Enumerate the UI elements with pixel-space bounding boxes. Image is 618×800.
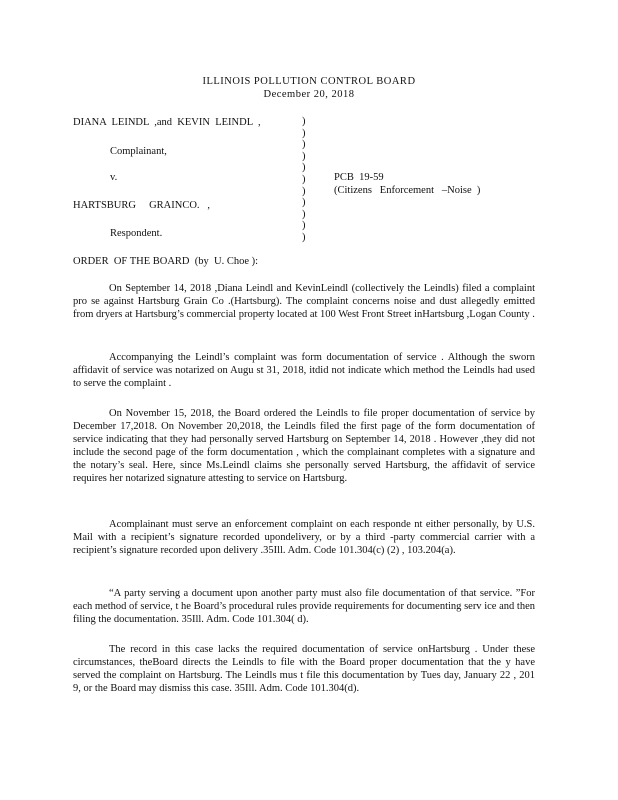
paragraph-5: [73, 587, 535, 626]
caption-paren: ): [302, 150, 306, 162]
order-date: December 20, 2018: [263, 89, 355, 100]
respondent-role: Respondent.: [110, 228, 163, 239]
caption-paren: ): [302, 127, 306, 139]
paragraph-3: [73, 407, 535, 485]
caption-paren: ): [302, 197, 306, 209]
complainant-role: Complainant,: [110, 146, 167, 157]
paragraph-text: “A party serving a document upon another party must also file documentation of that service. ”For each method of service, t he Board’s procedural rules provide requirements for documenting serv ice and then filing the documentation. 35Ill. Adm. Code 101.304( d).: [73, 588, 535, 625]
caption-paren: ): [302, 220, 306, 232]
petitioners-name: DIANA LEINDL ,and KEVIN LEINDL ,: [73, 117, 261, 128]
caption-paren: ): [302, 208, 306, 220]
caption-paren: ): [302, 185, 306, 197]
paragraph-text: Accompanying the Leindl’s complaint was form documentation of service . Although the sworn affidavit of service was notarized on Augu st 31, 2018, itdid not indicate which method the Leindls had used to serve the complaint .: [73, 352, 535, 389]
respondent-name: HARTSBURG GRAINCO. ,: [73, 200, 211, 211]
paragraph-text: Acomplainant must serve an enforcement complaint on each responde nt either personally, by U.S. Mail with a recipient’s signature recorded upondelivery, or by a third -party commercial carrier with a recipient’s signature recorded upon delivery .35Ill. Adm. Code 101.304(c) (2) , 103.204(a).: [73, 519, 535, 556]
agency-title: ILLINOIS POLLUTION CONTROL BOARD: [202, 76, 416, 87]
paragraph-text: On November 15, 2018, the Board ordered the Leindls to file proper documentation of service by December 17,2018. On November 20,2018, the Leindls filed the first page of the form documentation of service indicating that they had personally served Hartsburg on September 14, 2018 . However ,they did not include the second page of the form documentation , which the complainant completes with a signature and the notary’s seal. Here, since Ms.Leindl claims she personally served Hartsburg, the affidavit of service requires her notarized signature attesting to service on Hartsburg.: [73, 408, 535, 484]
caption-parentheses: [302, 116, 310, 244]
caption-paren: ): [302, 162, 306, 174]
caption-paren: ): [302, 116, 306, 127]
versus-label: v.: [110, 172, 118, 183]
caption-paren: ): [302, 231, 306, 243]
paragraph-2: [73, 351, 535, 390]
order-heading: ORDER OF THE BOARD (by U. Choe ):: [73, 256, 259, 267]
paragraph-text: The record in this case lacks the required documentation of service onHartsburg . Under these circumstances, theBoard directs the Leindls to file with the Board proper documentation that the y have served the complaint on Hartsburg. The Leindls mus t file this documentation by Tues day, January 22 , 201 9, or the Board may dismiss this case. 35Ill. Adm. Code 101.304(d).: [73, 644, 535, 694]
case-number: PCB 19-59: [334, 172, 384, 183]
paragraph-4: [73, 518, 535, 557]
caption-paren: ): [302, 139, 306, 151]
paragraph-6: [73, 643, 535, 695]
case-type: (Citizens Enforcement –Noise ): [334, 185, 481, 196]
caption-paren: ): [302, 173, 306, 185]
paragraph-1: [73, 282, 535, 321]
paragraph-text: On September 14, 2018 ,Diana Leindl and KevinLeindl (collectively the Leindls) filed a complaint pro se against Hartsburg Grain Co .(Hartsburg). The complaint concerns noise and dust allegedly emitted from dryers at Hartsburg’s commercial property located at 100 West Front Street inHartsburg ,Logan County .: [73, 283, 535, 320]
